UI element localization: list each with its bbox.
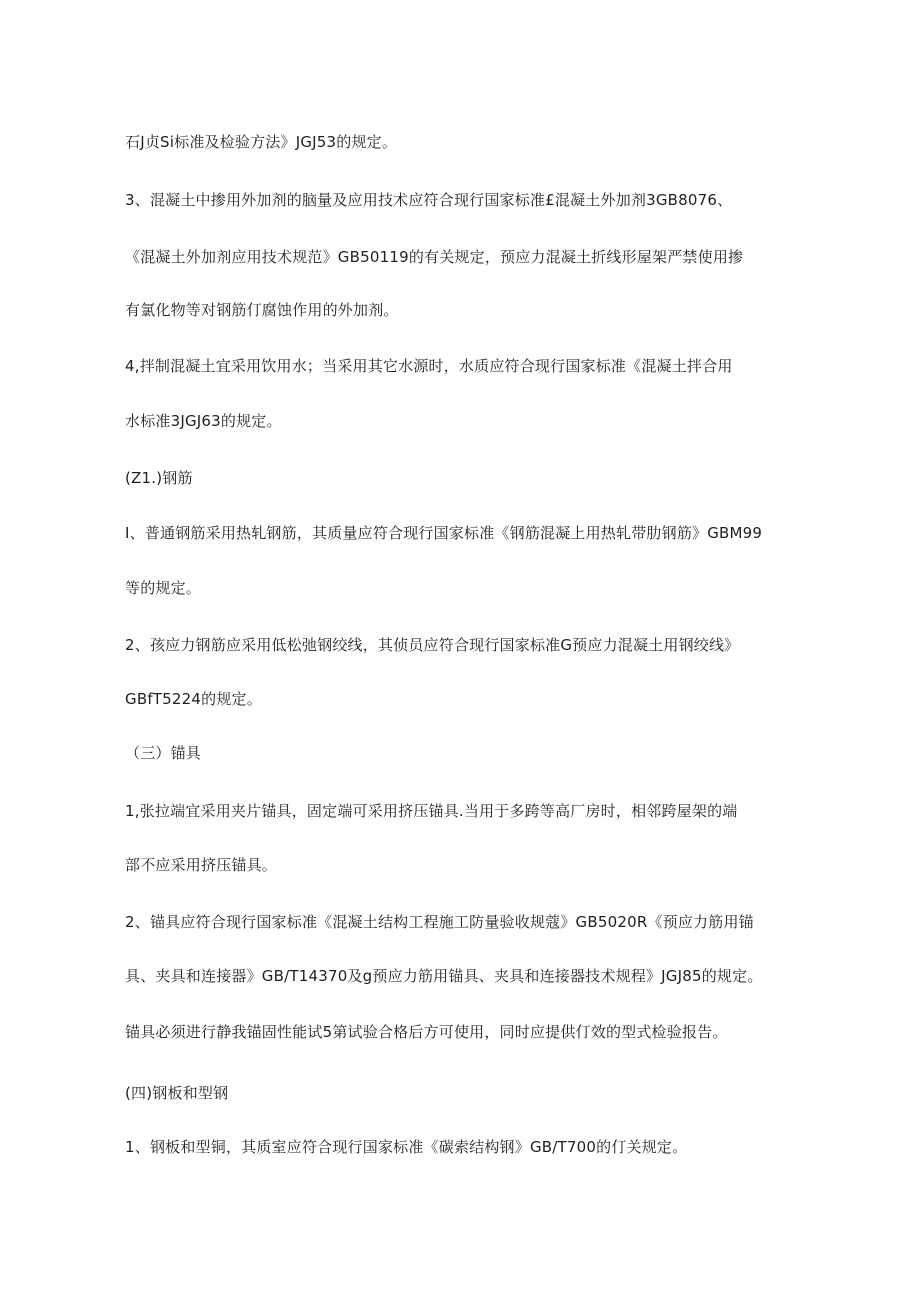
section-heading: （三）锚具 [125, 744, 202, 762]
text-line: 锚具必须进行静我锚固性能试5第试验合格后方可使用，同时应提供仃效的型式检验报告。 [125, 1023, 728, 1041]
text-line: 部不应采用挤压锚具。 [125, 856, 278, 874]
text-line: 3、混凝土中掺用外加剂的脑量及应用技术应符合现行国家标准£混凝土外加剂3GB8076、 [125, 191, 733, 209]
text-line: GBfT5224的规定。 [125, 690, 262, 708]
text-line: 具、夹具和连接器》GB/T14370及g预应力筋用锚具、夹具和连接器技术规程》JGJ85的规定。 [125, 967, 763, 985]
text-line: 2、孩应力钢筋应采用低松弛钢绞线，其侦员应符合现行国家标准G预应力混凝土用钢绞线》 [125, 636, 740, 654]
section-heading: (四)钢板和型钢 [125, 1084, 229, 1102]
text-line: 1,张拉端宜采用夹片锚具，固定端可采用挤压锚具.当用于多跨等高厂房时，相邻跨屋架的端 [125, 802, 738, 820]
text-line: 等的规定。 [125, 579, 202, 597]
text-line: 4,拌制混凝土宜采用饮用水；当采用其它水源时，水质应符合现行国家标准《混凝土拌合用 [125, 357, 733, 375]
text-line: 水标准3JGJ63的规定。 [125, 412, 282, 430]
text-line: 1、钢板和型铜，其质室应符合现行国家标准《碳索结构钢》GB/T700的仃关规定。 [125, 1138, 688, 1156]
text-line: 2、锚具应符合现行国家标准《混凝土结构工程施工防量验收规蔻》GB5020R《预应力筋用锚 [125, 913, 754, 931]
text-line: 《混凝土外加剂应用技术规范》GB50119的有关规定，预应力混凝土折线形屋架严禁使用掺 [125, 248, 744, 266]
section-heading: (Z1.)钢筋 [125, 469, 193, 487]
text-line: 有氯化物等对钢筋仃腐蚀作用的外加剂。 [125, 301, 399, 319]
text-line: I、普通钢筋采用热轧钢筋，其质量应符合现行国家标准《钢筋混凝上用热轧带肋钢筋》GBM99 [125, 524, 763, 542]
text-line: 石J贞Si标准及检验方法》JGJ53的规定。 [125, 133, 398, 151]
